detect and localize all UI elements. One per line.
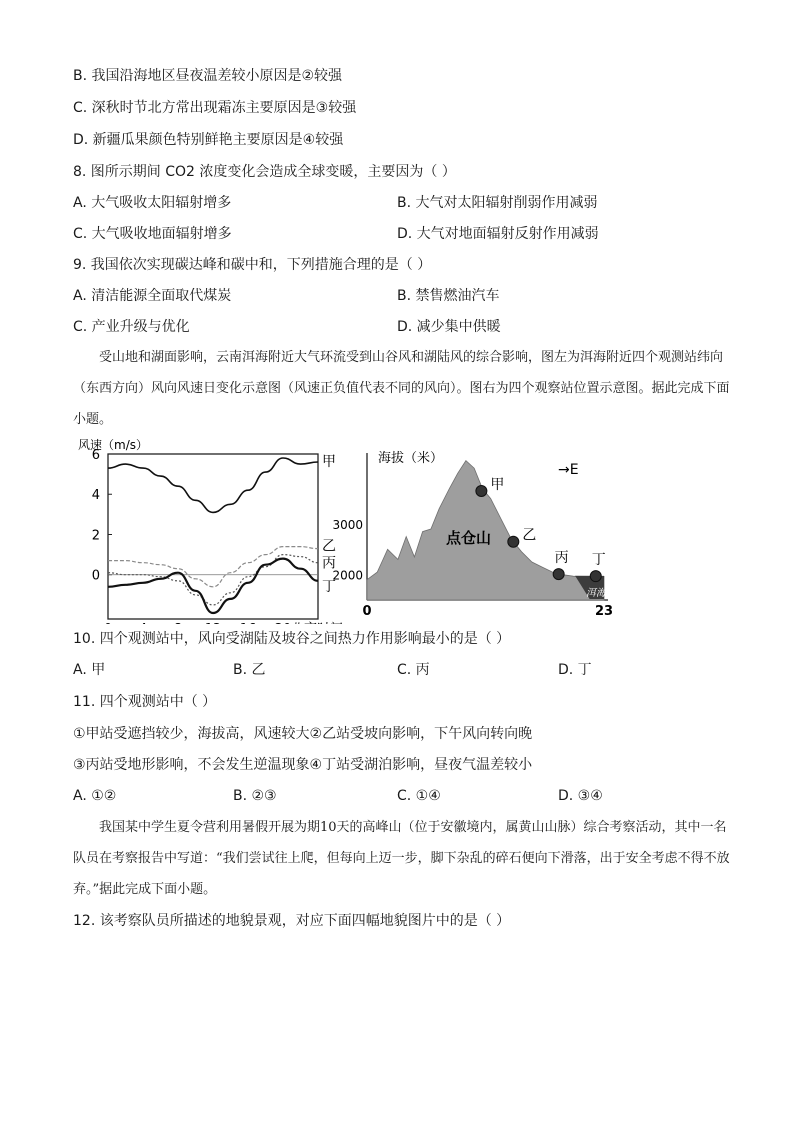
q10-option-a: A. 甲 [73, 662, 106, 678]
station-label-2: 乙 [522, 527, 537, 544]
y-tick-label: 6 [91, 448, 100, 463]
station-marker-3 [553, 569, 564, 580]
wind-speed-chart [78, 437, 343, 624]
station-marker-2 [508, 536, 519, 547]
figure-svg [66, 437, 621, 624]
x-tick-label [174, 622, 182, 624]
x-tick-label [205, 622, 222, 624]
q11-stem: 11. 四个观测站中（ ） [73, 694, 217, 710]
series-label-4: 丁 [322, 578, 336, 595]
q8-option-a: A. 大气吸收太阳辐射增多 [73, 195, 232, 211]
q11-statement-2: ③丙站受地形影响，不会发生逆温现象④丁站受湖泊影响，昼夜气温差较小 [73, 757, 533, 773]
station-label-4: 丁 [591, 552, 606, 569]
mountain-name: 点仓山 [446, 529, 492, 547]
profile-y-tick-label: 3000 [332, 517, 363, 532]
y-tick-label: 2 [91, 528, 100, 544]
q11-option-b: B. ②③ [233, 788, 277, 804]
chart-frame [108, 454, 318, 619]
series-line-1 [108, 458, 318, 512]
figure [66, 437, 621, 628]
q12-stem: 12. 该考察队员所描述的地貌景观，对应下面四幅地貌图片中的是（ ） [73, 913, 511, 929]
q9-option-d: D. 减少集中供暖 [397, 319, 501, 335]
q11-statement-1: ①甲站受遮挡较少，海拔高，风速较大②乙站受坡向影响，下午风向转向晚 [73, 726, 533, 742]
q11-option-c: C. ①④ [397, 788, 441, 804]
q9-option-a: A. 清洁能源全面取代煤炭 [73, 288, 232, 304]
lake-label: 洱海 [586, 588, 606, 599]
q8-option-b: B. 大气对太阳辐射削弱作用减弱 [397, 195, 598, 211]
q9-stem: 9. 我国依次实现碳达峰和碳中和，下列措施合理的是（ ） [73, 257, 432, 273]
q9-option-b: B. 禁售燃油汽车 [397, 288, 500, 304]
q9-option-c: C. 产业升级与优化 [73, 319, 190, 335]
x-tick-label [139, 622, 147, 624]
profile-ylabel: 海拔（米） [378, 451, 444, 466]
station-label-3: 丙 [554, 550, 569, 567]
station-label-1: 甲 [490, 477, 505, 494]
y-tick-label: 0 [91, 568, 100, 584]
series-line-2 [108, 547, 318, 587]
profile-y-tick-label: 2000 [332, 568, 363, 583]
series-line-4 [108, 559, 318, 613]
q10-option-d: D. 丁 [558, 662, 592, 678]
q8-option-d: D. 大气对地面辐射反射作用减弱 [397, 226, 599, 242]
y-tick-label: 4 [91, 488, 100, 504]
q7-option-c: C. 深秋时节北方常出现霜冻主要原因是③较强 [73, 100, 357, 116]
q7-option-b: B. 我国沿海地区昼夜温差较小原因是②较强 [73, 68, 343, 84]
passage-wind: 受山地和湖面影响，云南洱海附近大气环流受到山谷风和湖陆风的综合影响，图左为洱海附近四个观测站纬向（东西方向）风向风速日变化示意图（风速正负值代表不同的风向）。图右为四个观察站位置示意图。据此完成下面小题。 [73, 350, 730, 427]
profile-x-tick-label: 0 [362, 604, 372, 619]
x-tick-label [104, 622, 112, 624]
q10-option-c: C. 丙 [397, 662, 430, 678]
station-marker-4 [590, 571, 601, 582]
series-label-1: 甲 [322, 454, 336, 471]
series-label-2: 乙 [322, 538, 336, 555]
q7-option-d: D. 新疆瓜果颜色特别鲜艳主要原因是④较强 [73, 132, 344, 148]
q8-stem: 8. 图所示期间 CO2 浓度变化会造成全球变暖，主要因为（ ） [73, 164, 456, 180]
chart-ylabel: 风速（m/s） [78, 438, 148, 452]
q11-option-a: A. ①② [73, 788, 117, 804]
series-label-3: 丙 [322, 555, 336, 572]
east-direction: →E [558, 462, 579, 478]
chart-xlabel [291, 621, 343, 624]
q10-stem: 10. 四个观测站中，风向受湖陆及坡谷之间热力作用影响最小的是（ ） [73, 631, 511, 647]
q11-option-d: D. ③④ [558, 788, 603, 804]
x-tick-label [240, 622, 257, 624]
station-marker-1 [476, 486, 487, 497]
q10-option-b: B. 乙 [233, 662, 266, 678]
terrain-profile [332, 450, 613, 619]
x-tick-label [275, 622, 292, 624]
q8-option-c: C. 大气吸收地面辐射增多 [73, 226, 232, 242]
profile-x-tick-label: 23 [594, 604, 614, 619]
passage-field-trip: 我国某中学生夏令营利用暑假开展为期10天的高峰山（位于安徽境内，属黄山山脉）综合考察活动，其中一名队员在考察报告中写道：“我们尝试往上爬，但每向上迈一步，脚下杂乱的碎石便向下滑落，出于安全考虑不得不放弃。”据此完成下面小题。 [73, 820, 730, 897]
